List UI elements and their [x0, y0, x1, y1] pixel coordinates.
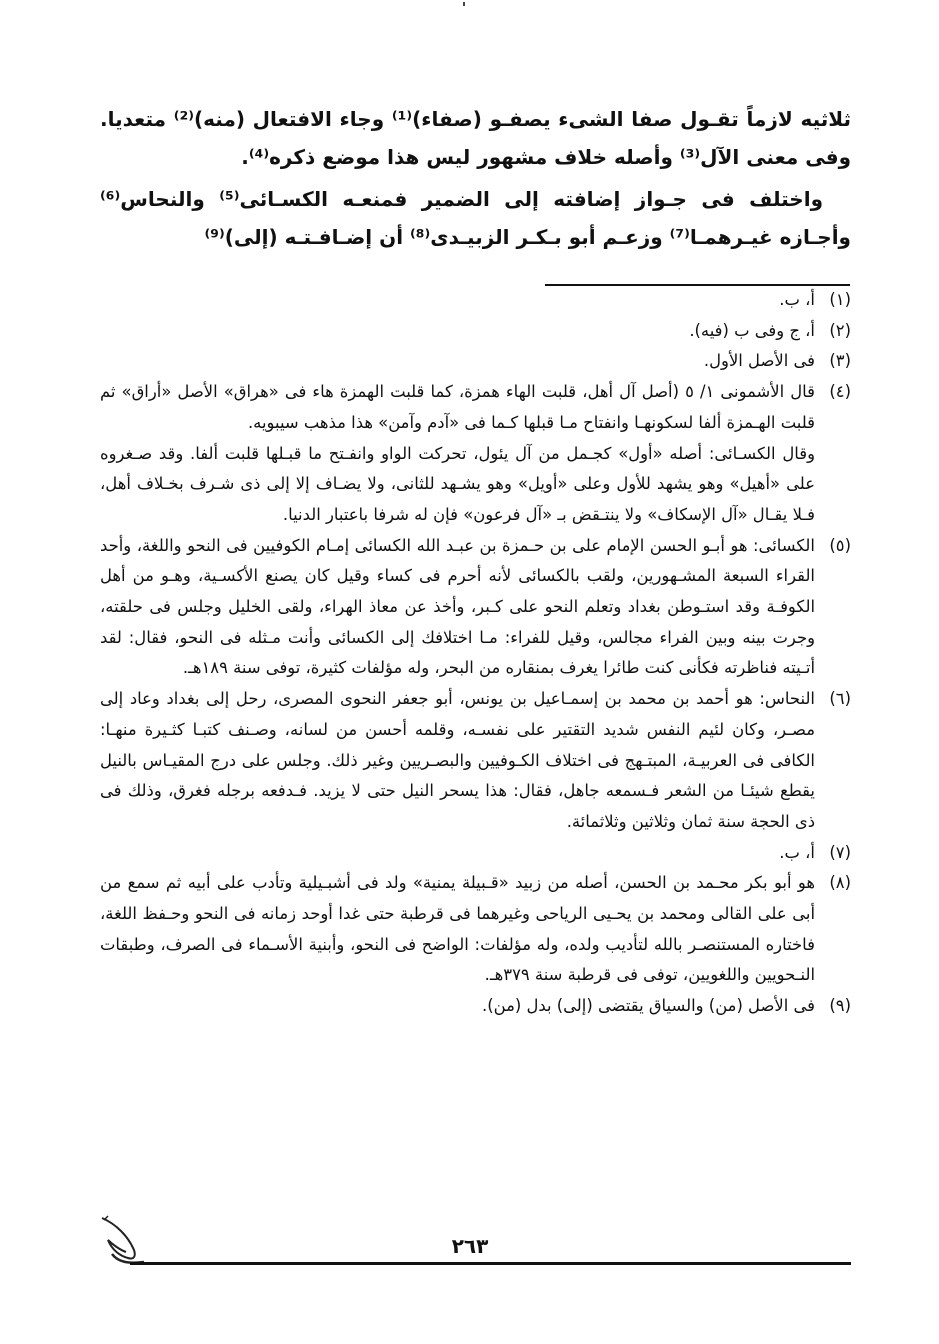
footnote-text: قال الأشمونى ١/ ٥ (أصل آل أهل، قلبت الهاء همزة، كما قلبت الهمزة هاء فى «هراق» الأصل «أراق» ثم قلبت الهـمزة ألفا لسكونهـا وانفتاح مـا قبلها كـما فى «آدم وآمن» هذا مذهب سيبويه.	[100, 382, 815, 432]
footnote	[100, 377, 851, 531]
main-paragraph-2: واختلف فى جـواز إضافته إلى الضمير فمنعـه الكسـائى⁽⁵⁾ والنحاس⁽⁶⁾ وأجـازه غيـرهمـا⁽⁷⁾ وزعـم أبو بـكـر الزبيـدى⁽⁸⁾ أن إضـافـتـه (إلى)⁽⁹⁾	[100, 187, 851, 249]
footnote-text: أ، ب.	[779, 290, 815, 309]
scan-mark	[463, 2, 465, 6]
footnote	[100, 285, 851, 316]
footnotes	[100, 285, 851, 1022]
main-text	[100, 100, 851, 256]
footnote-text: الكسائى: هو أبـو الحسن الإمام على بن حـمزة بن عبـد الله الكسائى إمـام الكوفيين فى النحو واللغة، وأحد القراء السبعة المشـهورين، ولقب بالكسائى لأنه أحرم فى كساء وقيل كان يصنع الأكسـية، وهـو من أهل الكوفـة وقد استـوطن بغداد وتعلم النحو على كـبر، وأخذ عن معاذ الهراء، ولقى الخليل وجلس فى حلقته، وجرت بينه وبين الفراء مجالس، وقيل للفراء: مـا اختلافك إلى الكسائى وأنت مـثله فى النحو، فقال: لقد أتـيته فناظرته فكأنى كنت طائرا يغرف بمنقاره من البحر، وله مؤلفات كثيرة، توفى سنة ١٨٩هـ.	[100, 535, 815, 678]
footnote	[100, 838, 851, 869]
footnote	[100, 531, 851, 685]
footnote	[100, 316, 851, 347]
footnote-number: (١)	[829, 290, 851, 309]
footnote-text: أ، ج وفى ب (فيه).	[689, 320, 815, 340]
footnote-number: (٨)	[829, 873, 851, 893]
footnote	[100, 346, 851, 377]
footnote-number: (٦)	[829, 689, 851, 709]
footnote-text: أ، ب.	[779, 842, 815, 862]
main-paragraph-1: ثلاثيه لازماً تقـول صفا الشىء يصفـو (صفاء)⁽¹⁾ وجاء الافتعال (منه)⁽²⁾ متعديا. وفى معنى الآل⁽³⁾ وأصله خلاف مشهور ليس هذا موضع ذكره⁽⁴⁾.	[100, 107, 851, 169]
footnote	[100, 684, 851, 838]
page-number: ٢٦٣	[451, 1234, 489, 1258]
footnote-text: النحاس: هو أحمد بن محمد بن إسمـاعيل بن يونس، أبو جعفر النحوى المصرى، رحل إلى بغداد وعاد إلى مصـر، وكان لئيم النفس شديد التقتير على نفسـه، وقلمه أحسن من لسانه، وصـنف كتبـا كثـيرة منهـا: الكافى فى العربيـة، المبتـهج فى اختلاف الكـوفيين والبصـريين وغير ذلك. وجلس على درج المقيـاس بالنيل يقطع شيئـا من الشعر فـسمعه جاهل، فقال: هذا يسحر النيل حتى لا يزيد. فـدفعه برجله فغرق، وذلك فى ذى الحجة سنة ثمان وثلاثين وثلاثمائة.	[100, 689, 815, 831]
footnote	[100, 991, 851, 1022]
footnote-text: فى الأصل الأول.	[703, 351, 815, 371]
pen-ornament-icon	[98, 1210, 148, 1270]
footnote	[100, 868, 851, 991]
footnote-number: (٧)	[829, 842, 851, 862]
footer-rule	[130, 1262, 851, 1265]
footnote-number: (٢)	[829, 320, 851, 340]
footnote-number: (٤)	[829, 382, 851, 402]
footnote-text: فى الأصل (من) والسياق يقتضى (إلى) بدل (من).	[482, 996, 815, 1016]
footnote-text: وقال الكسـائى: أصله «أول» كجـمل من آل يئول، تحركت الواو وانفـتح ما قبـلها قلبت ألفا. وقد صـغروه على «أهيل» وهو يشهد للأول وعلى «أويل» وهو يشـهد للثانى، ولا يضـاف إلا إلى ذى شـرف بخـلاف أهل، فـلا يقـال «آل الإسكاف» ولا ينتـقض بـ «آل فرعون» فإن له شرفا باعتبار الدنيا.	[100, 443, 815, 524]
footnote-text: هو أبو بكر محـمد بن الحسن، أصله من زبيد «قـبيلة يمنية» ولد فى أشبـيلية وتأدب على أبيه ثم سمع من أبى على القالى ومحمد بن يحـيى الرياحى وغيرهما فى قرطبة حتى غدا أوحد زمانه فى النحو وحـفظ اللغة، فاختاره المستنصـر بالله لتأديب ولده، وله مؤلفات: الواضح فى النحو، وأبنية الأسـماء فى الصرف، وطبقات النـحويين واللغويين، توفى فى قرطبة سنة ٣٧٩هـ.	[100, 873, 815, 985]
footnote-number: (٩)	[829, 996, 851, 1016]
footnote-number: (٣)	[829, 351, 851, 371]
footnote-number: (٥)	[829, 535, 851, 555]
